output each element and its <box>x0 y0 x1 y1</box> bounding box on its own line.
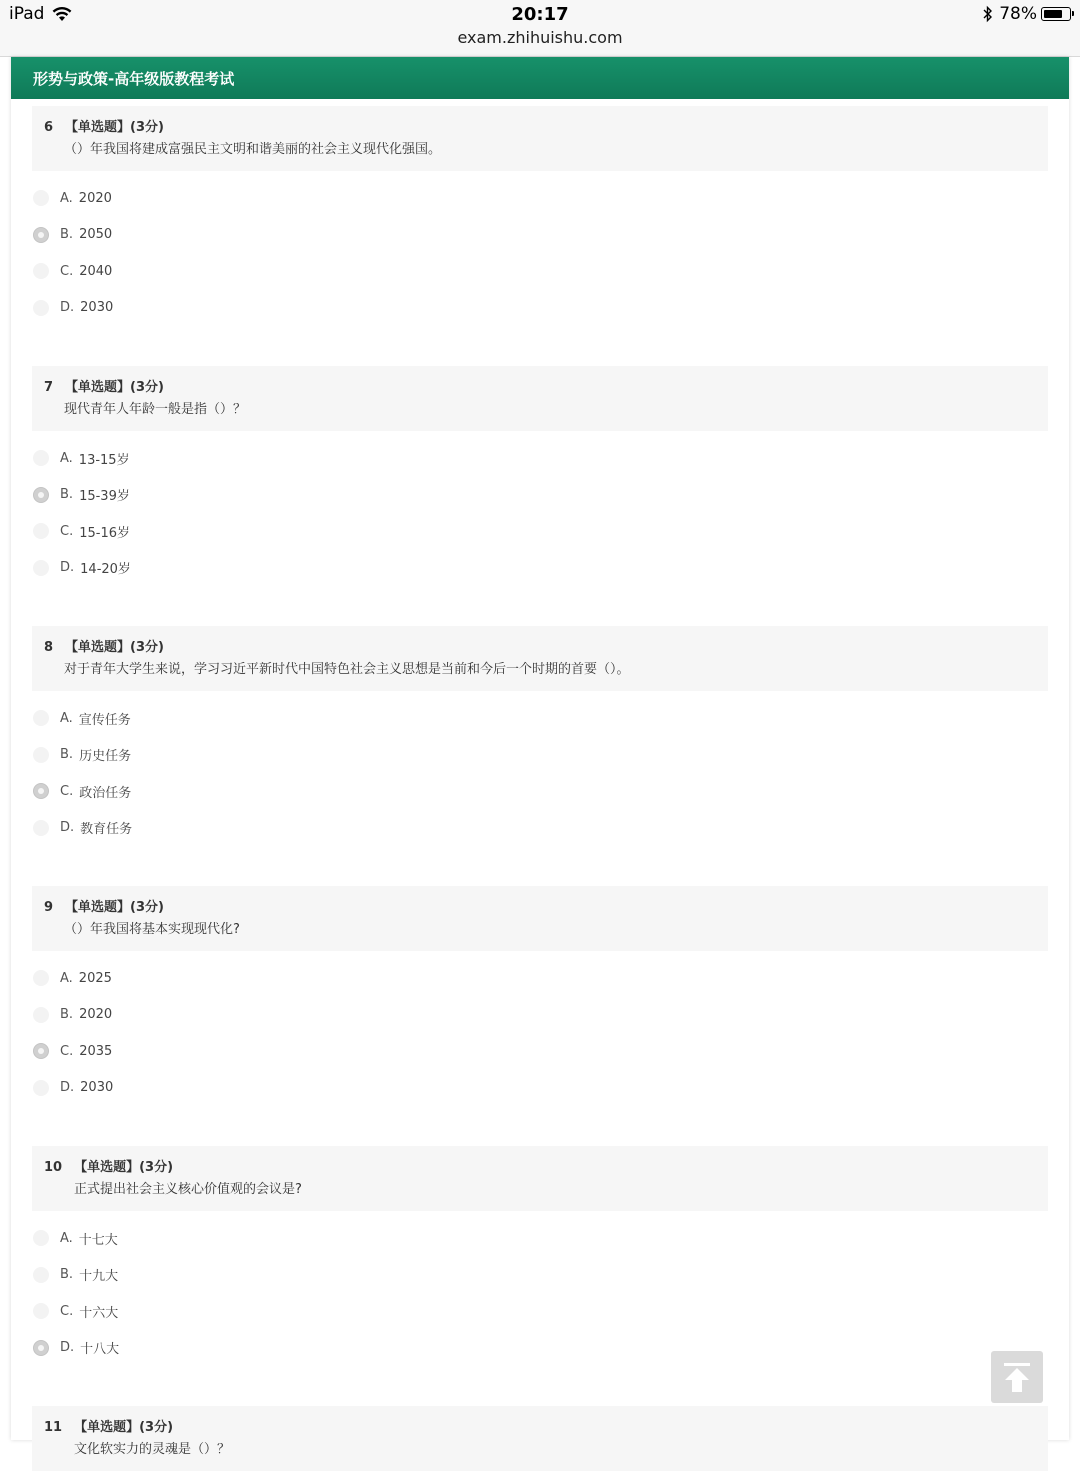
option-text: 2050 <box>79 227 113 243</box>
question-header <box>32 1146 1048 1211</box>
question-title-line <box>44 1417 1036 1439</box>
radio-button[interactable] <box>33 1043 49 1059</box>
question-number: 7 <box>44 380 54 395</box>
radio-button[interactable] <box>33 560 49 576</box>
question-7 <box>32 366 1048 626</box>
clock: 20:17 <box>511 4 569 25</box>
option-letter: C. <box>60 1303 74 1319</box>
radio-button[interactable] <box>33 300 49 316</box>
exam-page <box>11 57 1069 1457</box>
question-title-line <box>44 637 1036 659</box>
option-d[interactable] <box>32 1070 1048 1107</box>
option-text: 十九大 <box>79 1269 119 1285</box>
option-a[interactable] <box>32 180 1048 217</box>
question-type: 【单选题】(3分) <box>65 380 164 395</box>
question-number: 9 <box>44 900 54 915</box>
question-number: 8 <box>44 640 54 655</box>
option-d[interactable] <box>32 550 1048 587</box>
radio-button[interactable] <box>33 1230 49 1246</box>
option-letter: D. <box>60 300 75 316</box>
radio-button[interactable] <box>33 450 49 466</box>
radio-button[interactable] <box>33 820 49 836</box>
question-stem: 正式提出社会主义核心价值观的会议是? <box>74 1182 302 1197</box>
radio-button[interactable] <box>33 1303 49 1319</box>
radio-button[interactable] <box>33 970 49 986</box>
question-type: 【单选题】(3分) <box>74 1420 174 1435</box>
status-bar <box>0 0 1080 57</box>
radio-button[interactable] <box>33 1340 49 1356</box>
option-letter: B. <box>60 747 74 763</box>
option-letter: A. <box>60 450 73 466</box>
option-letter: A. <box>60 1230 73 1246</box>
question-title-line <box>44 897 1036 919</box>
option-letter: B. <box>60 227 74 243</box>
back-to-top-button[interactable] <box>991 1351 1043 1403</box>
option-c[interactable] <box>32 773 1048 810</box>
radio-button[interactable] <box>33 487 49 503</box>
option-text: 教育任务 <box>80 822 133 838</box>
battery-icon <box>1041 7 1071 21</box>
radio-button[interactable] <box>33 263 49 279</box>
battery-percent: 78% <box>999 4 1037 24</box>
question-number: 6 <box>44 120 54 135</box>
option-d[interactable] <box>32 810 1048 847</box>
option-text: 14-20岁 <box>80 562 131 578</box>
radio-button[interactable] <box>33 227 49 243</box>
page-header <box>11 57 1069 99</box>
option-text: 2030 <box>80 1080 114 1096</box>
option-text: 15-16岁 <box>79 525 130 541</box>
question-8 <box>32 626 1048 886</box>
question-stem: 文化软实力的灵魂是（）？ <box>74 1442 231 1457</box>
option-letter: C. <box>60 783 74 799</box>
question-stem: （）年我国将建成富强民主文明和谐美丽的社会主义现代化强国。 <box>64 142 442 157</box>
option-letter: D. <box>60 820 75 836</box>
question-stem: 现代青年人年龄一般是指（）？ <box>64 402 247 417</box>
option-text: 2040 <box>79 263 113 279</box>
question-type: 【单选题】(3分) <box>74 1160 174 1175</box>
question-10 <box>32 1146 1048 1406</box>
option-list <box>32 431 1048 626</box>
question-header <box>32 1406 1048 1471</box>
battery-fill <box>1044 10 1062 18</box>
option-c[interactable] <box>32 253 1048 290</box>
radio-button[interactable] <box>33 1007 49 1023</box>
question-title-line <box>44 377 1036 399</box>
question-stem: 对于青年大学生来说，学习习近平新时代中国特色社会主义思想是当前和今后一个时期的首要（）。 <box>64 662 630 677</box>
question-title-line <box>44 117 1036 139</box>
option-a[interactable] <box>32 440 1048 477</box>
question-header <box>32 886 1048 951</box>
option-d[interactable] <box>32 290 1048 327</box>
question-title-line <box>44 1157 1036 1179</box>
option-c[interactable] <box>32 1033 1048 1070</box>
option-letter: D. <box>60 560 75 576</box>
option-b[interactable] <box>32 997 1048 1034</box>
option-letter: B. <box>60 1267 74 1283</box>
question-11 <box>32 1406 1048 1471</box>
option-b[interactable] <box>32 1257 1048 1294</box>
option-text: 2035 <box>79 1043 113 1059</box>
option-text: 宣传任务 <box>78 712 131 728</box>
option-letter: C. <box>60 1043 74 1059</box>
question-number: 11 <box>44 1420 63 1435</box>
option-letter: C. <box>60 263 74 279</box>
option-a[interactable] <box>32 960 1048 997</box>
question-header <box>32 106 1048 171</box>
option-letter: D. <box>60 1340 75 1356</box>
option-list <box>32 951 1048 1146</box>
option-a[interactable] <box>32 1220 1048 1257</box>
option-text: 2020 <box>79 1007 113 1023</box>
question-9 <box>32 886 1048 1146</box>
option-text: 2020 <box>78 190 112 206</box>
back-to-top-icon <box>991 1351 1043 1403</box>
radio-button[interactable] <box>33 1267 49 1283</box>
option-a[interactable] <box>32 700 1048 737</box>
option-text: 十八大 <box>80 1342 120 1358</box>
option-text: 13-15岁 <box>78 452 130 468</box>
option-letter: A. <box>60 970 73 986</box>
radio-button[interactable] <box>33 747 49 763</box>
option-text: 历史任务 <box>79 749 132 765</box>
option-b[interactable] <box>32 477 1048 514</box>
option-letter: A. <box>60 190 73 206</box>
question-type: 【单选题】(3分) <box>65 640 164 655</box>
option-c[interactable] <box>32 513 1048 550</box>
option-list <box>32 691 1048 886</box>
bluetooth-icon <box>983 6 993 22</box>
option-b[interactable] <box>32 217 1048 254</box>
option-text: 2025 <box>78 970 112 986</box>
option-letter: B. <box>60 1007 74 1023</box>
question-6 <box>32 106 1048 366</box>
radio-button[interactable] <box>33 523 49 539</box>
question-stem: （）年我国将基本实现现代化? <box>64 922 240 937</box>
option-letter: B. <box>60 487 74 503</box>
option-text: 十六大 <box>79 1305 119 1321</box>
device-name: iPad <box>9 4 45 24</box>
option-c[interactable] <box>32 1293 1048 1330</box>
address-url[interactable]: exam.zhihuishu.com <box>457 28 623 47</box>
option-b[interactable] <box>32 737 1048 774</box>
status-right <box>983 4 1071 24</box>
question-header <box>32 366 1048 431</box>
question-header <box>32 626 1048 691</box>
radio-button[interactable] <box>33 190 49 206</box>
option-list <box>32 1211 1048 1406</box>
radio-button[interactable] <box>33 1080 49 1096</box>
option-text: 政治任务 <box>79 785 132 801</box>
option-text: 十七大 <box>78 1232 118 1248</box>
option-text: 2030 <box>80 300 114 316</box>
question-type: 【单选题】(3分) <box>65 900 164 915</box>
page-title: 形势与政策-高年级版教程考试 <box>33 69 235 88</box>
option-list <box>32 171 1048 366</box>
option-letter: A. <box>60 710 73 726</box>
question-type: 【单选题】(3分) <box>65 120 164 135</box>
radio-button[interactable] <box>33 710 49 726</box>
option-letter: C. <box>60 523 74 539</box>
radio-button[interactable] <box>33 783 49 799</box>
option-letter: D. <box>60 1080 75 1096</box>
option-d[interactable] <box>32 1330 1048 1367</box>
option-text: 15-39岁 <box>79 489 130 505</box>
question-list <box>11 99 1069 1471</box>
question-number: 10 <box>44 1160 63 1175</box>
